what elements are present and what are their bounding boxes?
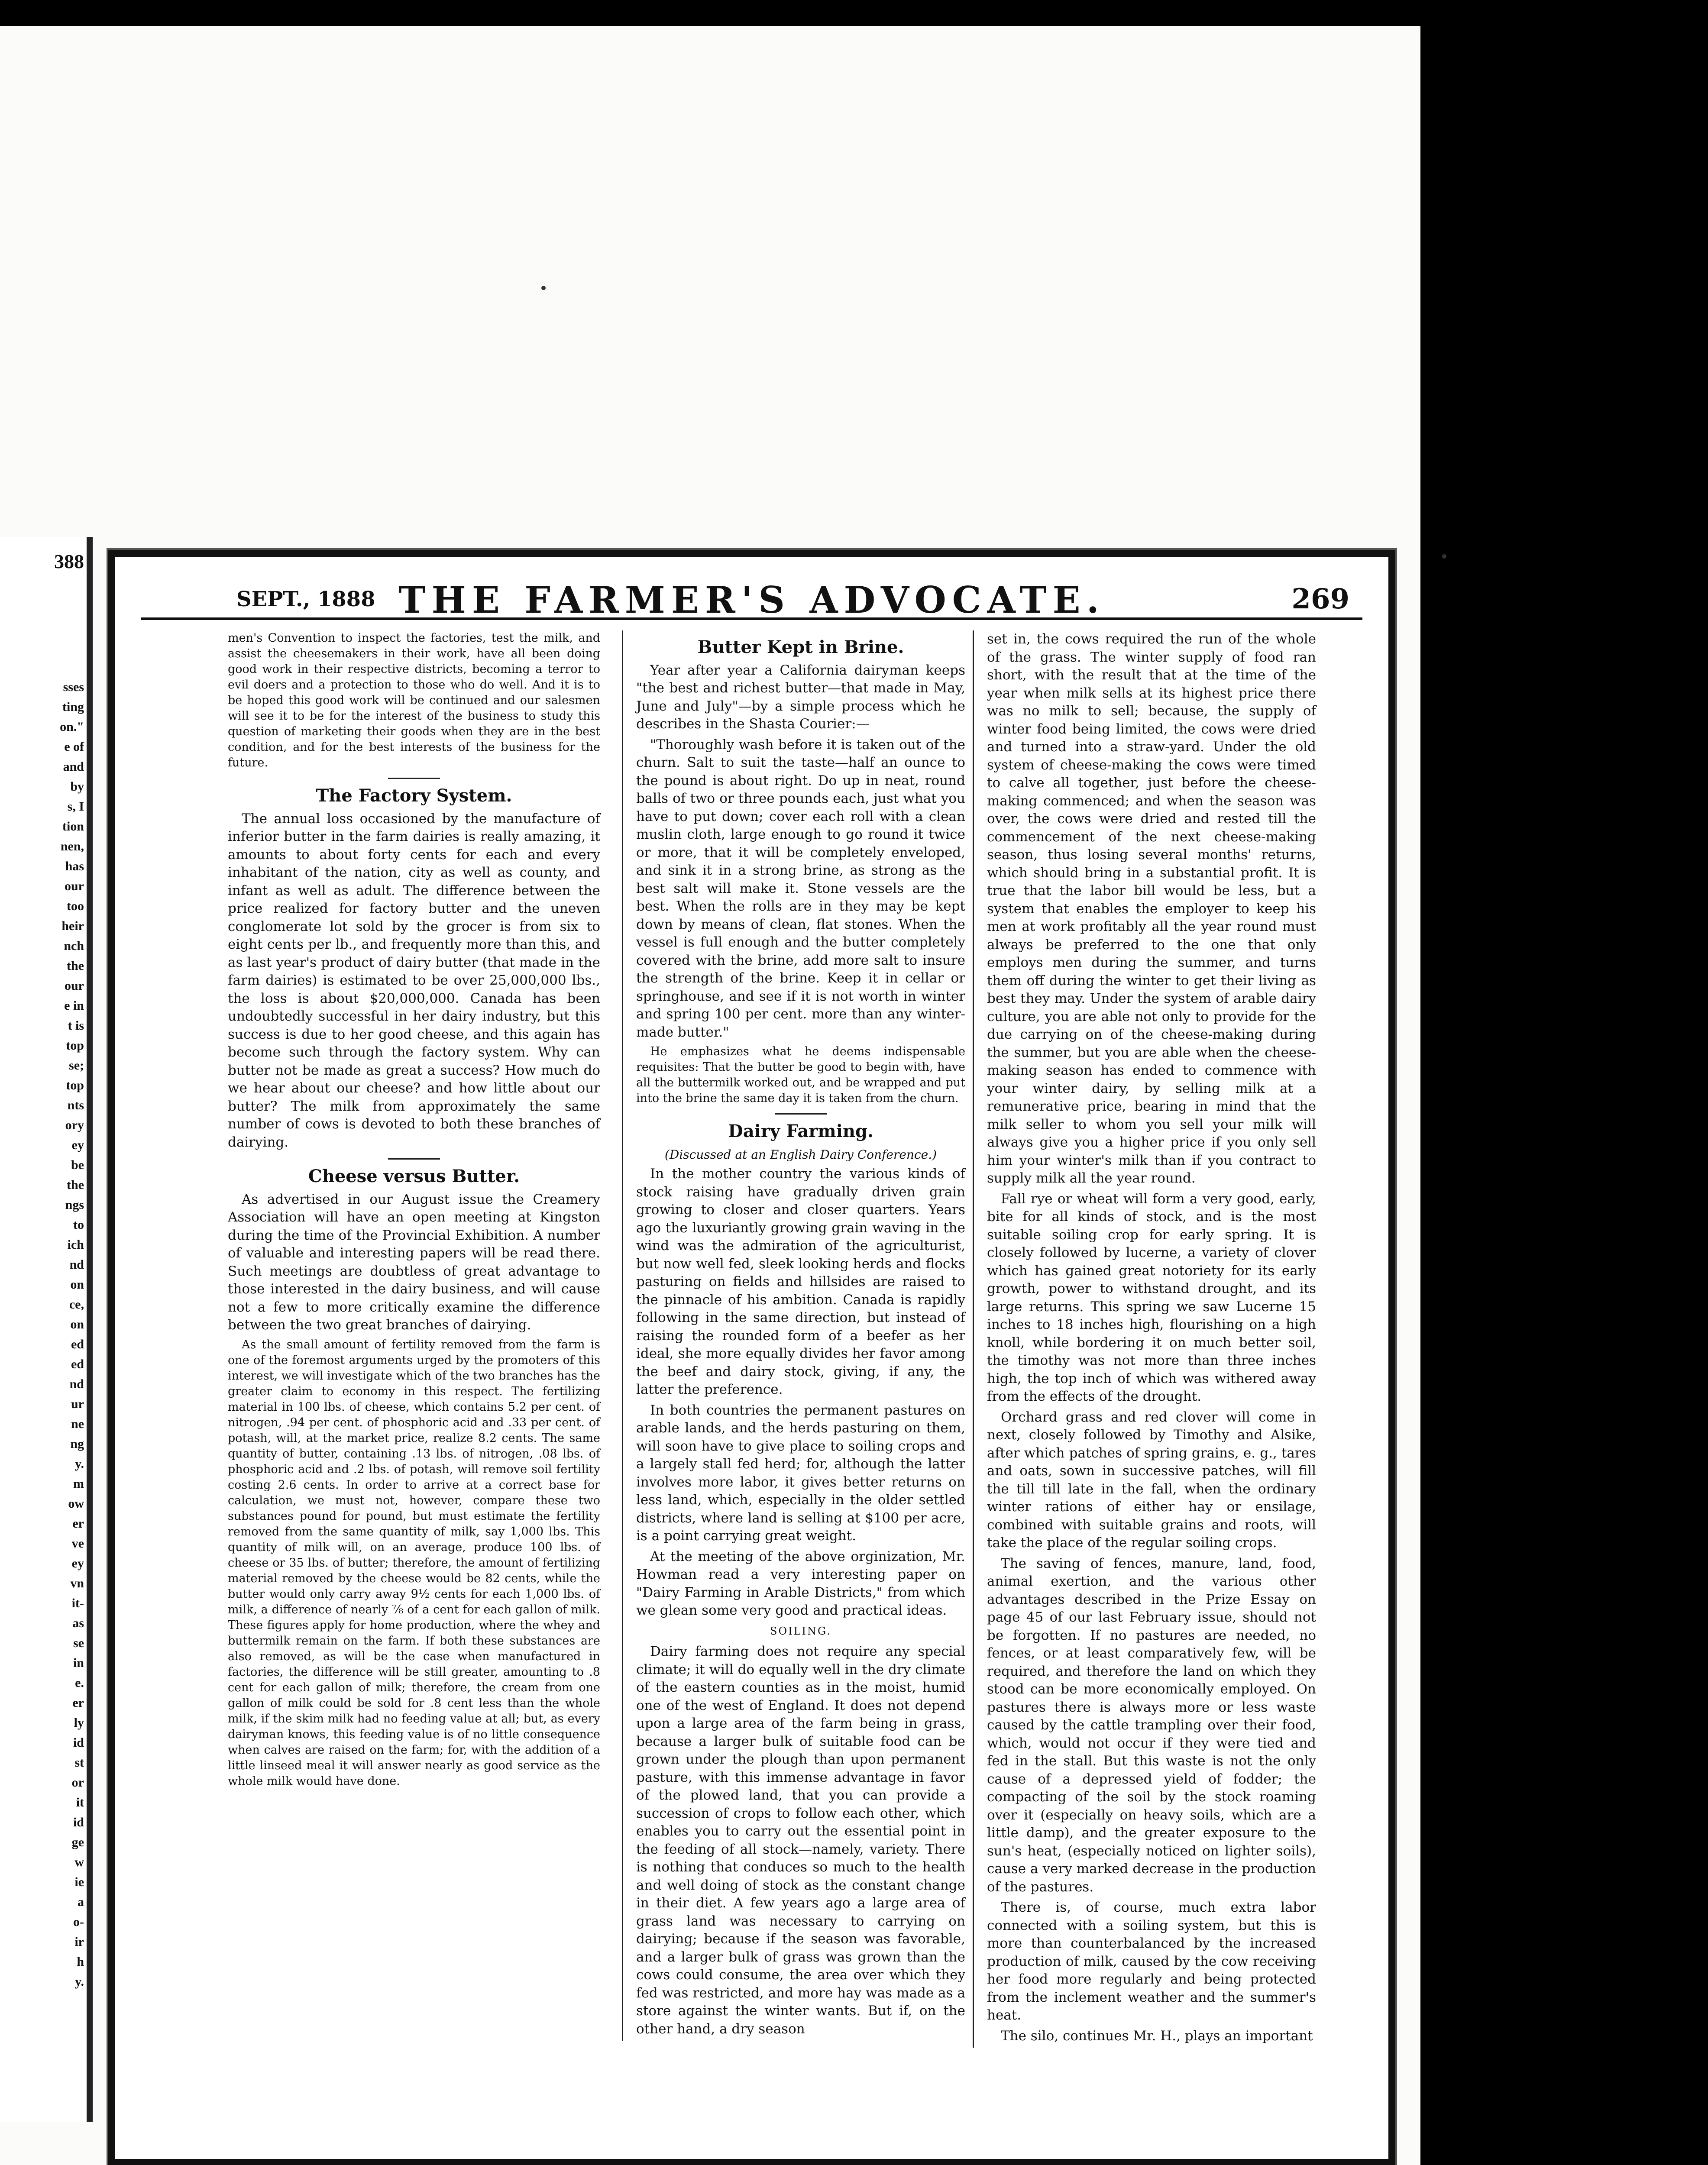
facing-page-fragment: ey: [71, 1556, 84, 1570]
facing-page-fragment: nd: [69, 1377, 84, 1391]
facing-page-fragment: ich: [67, 1238, 84, 1252]
facing-page-fragment: id: [73, 1815, 84, 1829]
facing-page-fragment: ge: [71, 1835, 84, 1849]
newspaper-page: [108, 550, 1395, 2165]
headline-factory-system: The Factory System.: [316, 785, 512, 806]
facing-page-fragment: ne: [71, 1417, 84, 1431]
header-date: SEPT., 1888: [236, 587, 375, 611]
facing-page-fragment: by: [70, 779, 84, 794]
facing-page-fragment: ngs: [65, 1198, 84, 1212]
facing-page-fragment: in: [73, 1656, 84, 1670]
article-paragraph: The silo, continues Mr. H., plays an important: [1001, 2028, 1313, 2044]
article-paragraph: "Thoroughly wash before it is taken out of the churn. Salt to suit the taste—half an ounce to the pound is about right. Do up in neat, round balls of two or three pounds each, just what you have to put down; cover each roll with a clean muslin cloth, large enough to go round it twice or more, that it will be completely enveloped, and sink it in a strong brine, as strong as the best salt will make it. Stone vessels are the best. When the rolls are in they may be kept down by means of clean, flat stones. When the vessel is full enough and the butter completely covered with the brine, add more salt to insure the strength of the brine. Keep it in cellar or springhouse, and see if it is not worth in winter and spring 100 per cent. more than any winter-made butter.": [636, 737, 965, 1040]
facing-page-fragment: it-: [71, 1596, 84, 1610]
article-paragraph: Orchard grass and red clover will come in next, closely followed by Timothy and Alsike, after which patches of spring grains, e. g., tares and oats, sown in successive patches, will fill the till till late in the fall, when the ordinary winter rations of either hay or ensilage, combined with suitable grains and roots, will take the place of the regular soiling crops.: [987, 1409, 1316, 1551]
article-paragraph: In both countries the permanent pastures on arable lands, and the herds pasturing on them, will soon have to give place to soiling crops and a largely stall fed herd; for, although the latter involves more labor, it gives better returns on less land, which, especially in the older settled districts, where land is selling at $100 per acre, is a point carrying great weight.: [636, 1402, 965, 1544]
facing-page-fragment: nts: [67, 1098, 84, 1112]
facing-page-fragment: ur: [71, 1397, 84, 1411]
facing-page-fragment: the: [67, 959, 84, 973]
facing-page-fragment: ve: [71, 1536, 84, 1551]
facing-page-fragment: er: [72, 1696, 84, 1710]
facing-page-fragment: the: [67, 1178, 84, 1192]
facing-page-fragment: o-: [73, 1915, 84, 1929]
facing-page-fragment: y.: [75, 1974, 84, 1989]
facing-page-fragment: top: [66, 1078, 84, 1092]
facing-page-fragment: y.: [75, 1457, 84, 1471]
article-paragraph: men's Convention to inspect the factories, test the milk, and assist the cheesemakers in their work, have all been doing good work in their respective districts, becoming a terror to evil doers and a protection to those who do well. And it is to be hoped this good work will be continued and our salesmen will see it to be for the interest of the business to study this question of marketing their goods when they are in the best condition, and for the best interests of the business for the future.: [228, 631, 600, 769]
facing-page-fragment: ting: [62, 700, 84, 714]
facing-page-fragment: ed: [71, 1337, 84, 1351]
facing-page-fragment: s, I: [67, 799, 84, 814]
subheading: (Discussed at an English Dairy Conference.): [664, 1147, 937, 1162]
masthead-title: THE FARMER'S ADVOCATE.: [398, 578, 1105, 621]
facing-page-fragment: ow: [68, 1496, 84, 1511]
facing-page-fragment: ie: [74, 1875, 84, 1889]
article-paragraph: The saving of fences, manure, land, food, animal exertion, and the various other advantages described in the Prize Essay on page 45 of our last February issue, should not be forgotten. If no pastures are needed, no fences, or at least comparatively few, will be required, and therefore the land on which they stood can be more economically employed. On pastures there is always more or less waste caused by the cattle trampling over their food, which, would not occur if they were tied and fed in the stall. But this waste is not the only cause of a depressed yield of fodder; the compacting of the soil by the stock roaming over it (especially on heavy soils, which are a little damp), and the greater exposure to the sun's heat, (especially noticed on lighter soils), cause a very marked decrease in the production of the pastures.: [987, 1555, 1316, 1895]
header-page-number: 269: [1291, 583, 1349, 615]
facing-page-fragment: too: [67, 899, 84, 913]
section-divider: [388, 778, 440, 779]
facing-page-fragment: our: [65, 879, 84, 893]
headline-cheese-vs-butter: Cheese versus Butter.: [308, 1166, 520, 1186]
facing-page-fragment: nd: [69, 1257, 84, 1272]
facing-page-fragment: w: [74, 1855, 84, 1869]
article-paragraph: set in, the cows required the run of the whole of the grass. The winter supply of food ran short, with the result that at the time of the year when milk sells at its highest price there was no milk to sell; because, the supply of winter food being limited, the cows were dried and turned into a straw-yard. Under the old system of cheese-making the cows were timed to calve all together, just before the cheese-making commenced; and when the season was over, the cows were dried and rested till the commencement of the next cheese-making season, thus losing several months' returns, which should bring in a substantial profit. It is true that the labor bill would be less, but a system that enables the employer to keep his men at work profitably all the year round must always be preferred to the one that only employs men during the summer, and turns them off during the winter to get their living as best they may. Under the system of arable dairy culture, you are able not only to provide for the due carrying on of the cheese-making during the summer, but you are able when the cheese-making season has ended to commence with your winter dairy, by selling milk at a remunerative price, bearing in mind that the milk seller to whom you sell your milk will always give you a higher price if you only sell him your winter's milk than if you contract to supply milk all the year round.: [987, 631, 1316, 1186]
facing-page-fragment: a: [78, 1895, 84, 1909]
facing-page-fragment: to: [73, 1218, 84, 1232]
facing-page-fragment: it: [76, 1795, 84, 1810]
facing-page-fragment: t is: [68, 1018, 84, 1033]
article-paragraph: As advertised in our August issue the Creamery Association will have an open meeting at Kingston during the time of the Provincial Exhibition. A number of valuable and interesting papers will be read there. Such meetings are doubtless of great advantage to those interested in the dairy business, and will cause not a few to more critically examine the difference between the two great branches of dairying.: [228, 1191, 600, 1333]
facing-page-fragment: sses: [63, 680, 84, 694]
headline-dairy-farming: Dairy Farming.: [728, 1121, 873, 1141]
page-header: [141, 565, 1362, 620]
facing-page-fragment: vn: [70, 1576, 84, 1590]
facing-page-fragment: ng: [70, 1437, 84, 1451]
article-paragraph: At the meeting of the above orginization, Mr. Howman read a very interesting paper on "Dairy Farming in Arable Districts," from which we glean some very good and practical ideas.: [636, 1548, 965, 1618]
article-paragraph: As the small amount of fertility removed from the farm is one of the foremost arguments urged by the promoters of this interest, we will investigate which of the two branches has the greater claim to economy in this respect. The fertilizing material in 100 lbs. of cheese, which contains 5.2 per cent. of nitrogen, .94 per cent. of phosphoric acid and .33 per cent. of potash, will, at the market price, realize 8.2 cents. The same quantity of butter, containing .13 lbs. of nitrogen, .08 lbs. of phosphoric acid and .2 lbs. of potash, will remove soil fertility costing 2.6 cents. In order to arrive at a correct base for calculation, we must not, however, compare these two substances pound for pound, but must estimate the fertility removed from the same quantity of milk, say 1,000 lbs. This quantity of milk will, on an average, produce 100 lbs. of cheese or 35 lbs. of butter; therefore, the amount of fertilizing material removed by the cheese would be 82 cents, while the butter would only carry away 9½ cents for each 1,000 lbs. of milk, a difference of nearly ⅞ of a cent for each gallon of milk. These figures apply for home production, where the whey and buttermilk remain on the farm. If both these substances are also removed, as will be the case when manufactured in factories, the difference will be still greater, amounting to .8 cent for each gallon of milk; therefore, the cream from one gallon of milk could be sold for .8 cent less than the whole milk, if the skim milk had no feeding value at all; but, as every dairyman knows, this feeding value is of no little consequence when calves are raised on the farm; for, with the addition of a little linseed meal it will answer nearly as good service as the whole milk would have done.: [228, 1338, 600, 1788]
facing-page-fragment: has: [65, 859, 84, 873]
scan-speck: [1442, 554, 1446, 559]
facing-page-fragment: e.: [75, 1676, 84, 1690]
article-paragraph: There is, of course, much extra labor connected with a soiling system, but this is more than counterbalanced by the increased production of milk, caused by the cow receiving her food more regularly and being protected from the inclement weather and the summer's heat.: [987, 1900, 1316, 2023]
facing-page-fragment: se;: [69, 1058, 84, 1073]
facing-page-fragment: id: [73, 1735, 84, 1750]
facing-page-fragment: st: [74, 1755, 84, 1770]
facing-page-fragment: se: [73, 1636, 84, 1650]
section-divider: [775, 1113, 827, 1115]
facing-page-fragment: on: [70, 1317, 84, 1331]
facing-page-fragment: e of: [64, 740, 84, 754]
facing-page-fragment: nen,: [60, 839, 84, 853]
facing-page-fragment: ory: [65, 1118, 84, 1132]
facing-page-fragment: or: [71, 1775, 84, 1790]
facing-page-fragment: as: [72, 1616, 84, 1630]
facing-page-fragment: e in: [64, 998, 84, 1013]
facing-page-fragment: on: [70, 1277, 84, 1292]
article-paragraph: Fall rye or wheat will form a very good, early, bite for all kinds of stock, and is the most suitable soiling crop for early spring. It is closely followed by lucerne, a variety of clover which has gained great notoriety for its early growth, power to withstand drought, and its large returns. This spring we saw Lucerne 15 inches to 18 inches high, flourishing on a high knoll, while bordering it on much better soil, the timothy was not more than three inches high, the top inch of which was withered away from the effects of the drought.: [987, 1191, 1316, 1404]
headline-butter-brine: Butter Kept in Brine.: [697, 637, 904, 657]
facing-page-fragment: on.": [60, 720, 84, 734]
section-divider: [388, 1158, 440, 1160]
facing-page-fragment: and: [63, 759, 84, 774]
facing-page-fragment: ce,: [69, 1297, 84, 1312]
facing-page-fragment: our: [65, 979, 84, 993]
facing-page-fragment: be: [71, 1158, 84, 1172]
facing-page-fragment: er: [72, 1516, 84, 1531]
scan-right-border: [1420, 0, 1708, 2165]
facing-page-fragment: nch: [64, 939, 84, 953]
section-label-soiling: SOILING.: [770, 1625, 831, 1637]
facing-page-fragment: ly: [74, 1716, 84, 1730]
facing-page-fragment: heir: [61, 919, 84, 933]
column-2: [622, 630, 965, 2041]
facing-page-number: 388: [54, 550, 84, 572]
scan-speck: [541, 286, 546, 290]
article-paragraph: In the mother country the various kinds of stock raising have gradually driven grain growing to closer and closer quarters. Years ago the luxuriantly growing grain waving in the wind was the admiration of the agriculturist, but now well fed, sleek looking herds and flocks pasturing on fields and hillsides are raised to the pinnacle of his ambition. Canada is rapidly following in the same direction, but instead of raising the rounded form of a beefer as her ideal, she more equally divides her favor among the beef and dairy stock, giving, if any, the latter the preference.: [636, 1166, 965, 1397]
facing-page-fragment: ir: [74, 1935, 84, 1949]
facing-page-fragment: tion: [62, 819, 84, 834]
facing-page-fragment: h: [77, 1955, 84, 1969]
facing-page-fragment: top: [66, 1038, 84, 1053]
column-1: [228, 630, 600, 1792]
column-3: [973, 630, 1316, 2048]
facing-page-edge: [0, 537, 93, 2122]
article-paragraph: Year after year a California dairyman keeps "the best and richest butter—that made in May, June and July"—by a simple process which he describes in the Shasta Courier:—: [636, 662, 965, 732]
article-paragraph: He emphasizes what he deems indispensable requisites: That the butter be good to begin with, have all the buttermilk worked out, and be wrapped and put into the brine the same day it is taken from the churn.: [636, 1045, 965, 1105]
article-paragraph: The annual loss occasioned by the manufacture of inferior butter in the farm dairies is really amazing, it amounts to about forty cents for each and every inhabitant of the nation, city as well as county, and infant as well as adult. The difference between the price realized for factory butter and the uneven conglomerate lot sold by the grocer is from six to eight cents per lb., and frequently more than this, and as last year's product of dairy butter (that made in the farm dairies) is estimated to be over 25,000,000 lbs., the loss is about $20,000,000. Canada has been undoubtedly successful in her dairy industry, but this success is due to her good cheese, and this again has become such through the factory system. Why can butter not be made as great a success? How much do we hear about our cheese? and how little about our butter? The milk from approximately the same number of cows is devoted to both these branches of dairying.: [228, 811, 600, 1150]
article-paragraph: Dairy farming does not require any special climate; it will do equally well in the dry climate of the eastern counties as in the moist, humid one of the west of England. It does not depend upon a large area of the farm being in grass, because a larger bulk of suitable food can be grown under the plough than upon permanent pasture, with this immense advantage in favor of the plowed land, that you can provide a succession of crops to follow each other, which enables you to carry out the essential point in the feeding of all stock—namely, variety. There is nothing that conduces so much to the health and well doing of stock as the constant change in their diet. A few years ago a large area of grass land was necessary to carrying on dairying; because if the season was favorable, and a larger bulk of grass was grown than the cows could consume, the area over which they fed was restricted, and more hay was made as a store against the winter wants. But if, on the other hand, a dry season: [636, 1644, 965, 2037]
facing-page-fragment: m: [73, 1477, 84, 1491]
facing-page-fragment: ed: [71, 1357, 84, 1371]
facing-page-fragment: ey: [71, 1138, 84, 1152]
